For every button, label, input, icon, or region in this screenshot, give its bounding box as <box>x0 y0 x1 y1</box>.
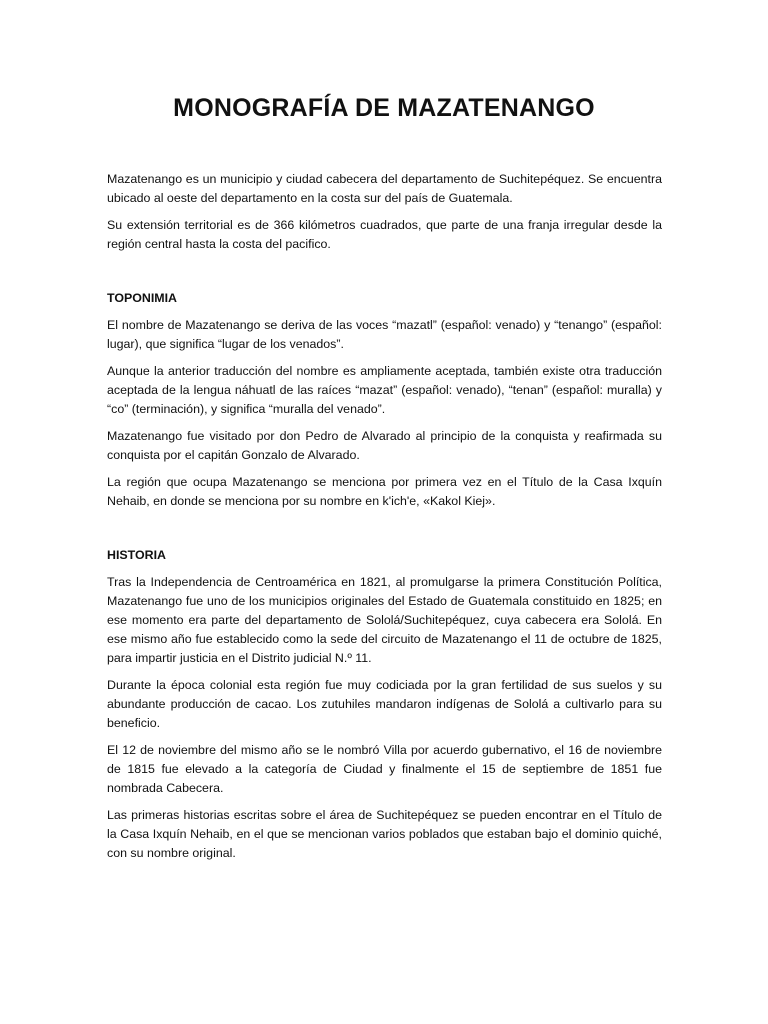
toponimia-paragraph: Mazatenango fue visitado por don Pedro de Alvarado al principio de la conquista y reafirmada su conquista por el capitán Gonzalo de Alvarado. <box>107 429 662 462</box>
section-heading-toponimia: TOPONIMIA <box>107 291 177 305</box>
historia-paragraph: El 12 de noviembre del mismo año se le nombró Villa por acuerdo gubernativo, el 16 de noviembre de 1815 fue elevado a la categoría de Ciudad y finalmente el 15 de septiembre de 1851 fue nombrada Cabecera. <box>107 743 662 795</box>
historia-paragraph: Las primeras historias escritas sobre el área de Suchitepéquez se pueden encontrar en el Título de la Casa Ixquín Nehaib, en el que se mencionan varios poblados que estaban bajo el dominio quiché, con su nombre original. <box>107 808 662 860</box>
section-heading-historia: HISTORIA <box>107 548 166 562</box>
historia-paragraph: Durante la época colonial esta región fue muy codiciada por la gran fertilidad de sus suelos y su abundante producción de cacao. Los zutuhiles mandaron indígenas de Sololá a cultivarlo para su beneficio. <box>107 678 662 730</box>
historia-paragraph: Tras la Independencia de Centroamérica en 1821, al promulgarse la primera Constitución Política, Mazatenango fue uno de los municipios originales del Estado de Guatemala constituido en 1825; en ese momento era parte del departamento de Sololá/Suchitepéquez, cuya cabecera era Sololá. En ese mismo año fue establecido como la sede del circuito de Mazatenango el 11 de octubre de 1825, para impartir justicia en el Distrito judicial N.º 11. <box>107 575 662 665</box>
section-spacer <box>107 519 662 546</box>
toponimia-paragraph: El nombre de Mazatenango se deriva de las voces “mazatl” (español: venado) y “tenango” (español: lugar), que significa “lugar de los venados”. <box>107 318 662 351</box>
document-body <box>107 170 662 871</box>
section-spacer <box>107 262 662 289</box>
toponimia-paragraph: Aunque la anterior traducción del nombre es ampliamente aceptada, también existe otra traducción aceptada de la lengua náhuatl de las raíces “mazat” (español: venado), “tenan” (español: muralla) y “co” (terminación), y significa “muralla del venado”. <box>107 364 662 416</box>
toponimia-paragraph: La región que ocupa Mazatenango se menciona por primera vez en el Título de la Casa Ixquín Nehaib, en donde se menciona por su nombre en k'ich'e, «Kakol Kiej». <box>107 475 662 508</box>
intro-paragraph: Su extensión territorial es de 366 kilómetros cuadrados, que parte de una franja irregular desde la región central hasta la costa del pacifico. <box>107 218 662 251</box>
intro-paragraph: Mazatenango es un municipio y ciudad cabecera del departamento de Suchitepéquez. Se encuentra ubicado al oeste del departamento en la costa sur del país de Guatemala. <box>107 172 662 205</box>
page-title: MONOGRAFÍA DE MAZATENANGO <box>173 94 595 122</box>
